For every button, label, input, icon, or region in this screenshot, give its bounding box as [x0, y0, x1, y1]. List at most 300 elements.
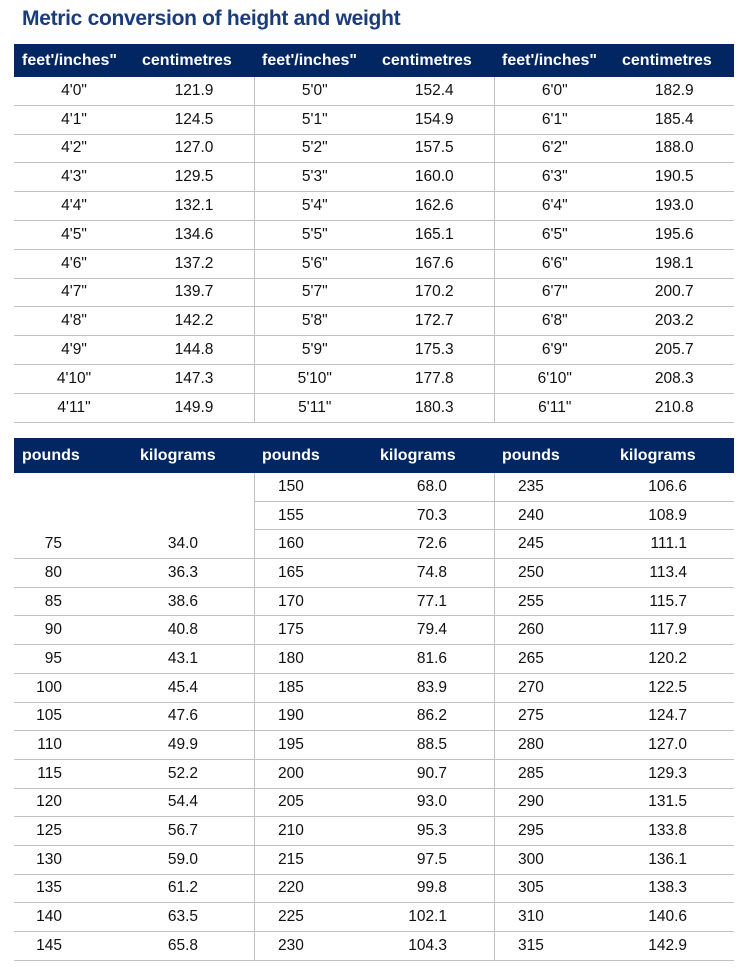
table-row	[14, 336, 734, 365]
table-cell: 127.0	[648, 736, 687, 754]
row-group	[494, 846, 734, 874]
table-cell: 4'0"	[61, 81, 87, 99]
table-cell: 125	[36, 822, 62, 840]
table-cell: 165	[278, 563, 304, 581]
table-cell: 79.4	[416, 621, 447, 639]
table-cell: 177.8	[414, 369, 454, 387]
column-header-pounds: pounds	[22, 446, 80, 464]
table-cell: 130	[36, 850, 62, 868]
table-row	[14, 760, 734, 789]
row-group	[254, 106, 494, 134]
table-cell: 280	[518, 736, 544, 754]
table-row	[14, 473, 734, 502]
height-table-body	[14, 77, 734, 423]
row-group	[14, 163, 254, 191]
column-header-feet-inches: feet'/inches"	[22, 51, 117, 69]
table-row	[14, 221, 734, 250]
table-cell: 315	[518, 936, 544, 954]
row-group	[494, 674, 734, 702]
table-row	[14, 502, 734, 531]
row-group	[254, 875, 494, 903]
table-cell: 4'5"	[61, 225, 87, 243]
table-cell: 65.8	[167, 936, 198, 954]
table-cell: 182.9	[654, 81, 694, 99]
table-cell: 138.3	[648, 879, 687, 897]
row-group	[494, 703, 734, 731]
table-cell: 300	[518, 850, 544, 868]
table-cell: 180	[278, 649, 304, 667]
table-cell: 142.9	[648, 936, 687, 954]
table-row	[14, 394, 734, 423]
table-cell: 43.1	[167, 649, 198, 667]
row-group	[494, 336, 734, 364]
row-group	[254, 789, 494, 817]
table-cell: 99.8	[416, 879, 447, 897]
table-cell: 285	[518, 764, 544, 782]
table-cell: 175	[278, 621, 304, 639]
table-cell: 106.6	[648, 477, 687, 495]
column-header-kilograms: kilograms	[140, 446, 216, 464]
table-cell: 104.3	[408, 936, 447, 954]
row-group	[254, 394, 494, 422]
table-cell: 88.5	[416, 736, 447, 754]
row-group	[254, 250, 494, 278]
height-conversion-table	[14, 44, 734, 423]
row-group	[254, 559, 494, 587]
row-group	[254, 645, 494, 673]
row-group	[494, 616, 734, 644]
table-cell: 175.3	[414, 341, 454, 359]
row-group	[14, 616, 254, 644]
table-cell: 4'9"	[61, 341, 87, 359]
table-cell: 170	[278, 592, 304, 610]
table-cell: 47.6	[167, 707, 198, 725]
table-cell: 6'0"	[541, 81, 568, 99]
row-group	[494, 250, 734, 278]
table-cell: 124.7	[648, 707, 687, 725]
row-group	[254, 846, 494, 874]
row-group	[494, 106, 734, 134]
weight-table-header	[14, 438, 734, 473]
row-group	[254, 135, 494, 163]
table-cell: 295	[518, 822, 544, 840]
table-cell: 260	[518, 621, 544, 639]
row-group	[494, 645, 734, 673]
table-cell: 6'8"	[541, 312, 568, 330]
row-group	[14, 817, 254, 845]
row-group	[254, 731, 494, 759]
table-cell: 133.8	[648, 822, 687, 840]
table-cell: 134.6	[174, 225, 214, 243]
column-header-pounds: pounds	[502, 446, 560, 464]
table-row	[14, 731, 734, 760]
table-row	[14, 703, 734, 732]
table-row	[14, 530, 734, 559]
table-cell: 74.8	[416, 563, 447, 581]
weight-table-body	[14, 473, 734, 961]
table-cell: 154.9	[414, 110, 454, 128]
table-cell: 4'10"	[56, 369, 92, 387]
table-row	[14, 588, 734, 617]
table-row	[14, 250, 734, 279]
row-group	[14, 645, 254, 673]
table-row	[14, 645, 734, 674]
table-cell: 140	[36, 908, 62, 926]
table-cell: 111.1	[650, 535, 687, 553]
row-group	[14, 106, 254, 134]
table-cell: 6'1"	[541, 110, 568, 128]
row-group	[254, 221, 494, 249]
row-group	[14, 135, 254, 163]
row-group	[254, 703, 494, 731]
row-group	[14, 307, 254, 335]
table-cell: 81.6	[416, 649, 447, 667]
table-cell: 80	[44, 563, 62, 581]
page-title: Metric conversion of height and weight	[22, 7, 401, 30]
table-row	[14, 365, 734, 394]
table-cell: 75	[44, 535, 62, 553]
table-cell: 4'7"	[61, 283, 87, 301]
table-cell: 235	[518, 477, 544, 495]
row-group	[494, 394, 734, 422]
table-cell: 165.1	[414, 225, 454, 243]
table-cell: 6'4"	[541, 197, 568, 215]
row-group	[494, 760, 734, 788]
row-group	[14, 588, 254, 616]
row-group	[494, 163, 734, 191]
table-cell: 157.5	[414, 139, 454, 157]
column-header-kilograms: kilograms	[620, 446, 696, 464]
row-group	[494, 135, 734, 163]
table-row	[14, 674, 734, 703]
table-cell: 5'2"	[301, 139, 328, 157]
table-cell: 102.1	[408, 908, 447, 926]
row-group	[254, 279, 494, 307]
table-cell: 135	[36, 879, 62, 897]
table-row	[14, 307, 734, 336]
table-row	[14, 789, 734, 818]
row-group	[254, 588, 494, 616]
table-cell: 144.8	[174, 341, 214, 359]
row-group	[494, 731, 734, 759]
row-group	[254, 530, 494, 558]
table-cell: 5'4"	[301, 197, 328, 215]
table-row	[14, 817, 734, 846]
table-cell: 86.2	[416, 707, 447, 725]
row-group	[14, 875, 254, 903]
table-cell: 290	[518, 793, 544, 811]
row-group	[14, 221, 254, 249]
table-cell: 172.7	[414, 312, 454, 330]
table-cell: 90.7	[416, 764, 447, 782]
table-cell: 121.9	[174, 81, 214, 99]
table-cell: 34.0	[167, 535, 198, 553]
table-cell: 61.2	[167, 879, 198, 897]
table-cell: 140.6	[648, 908, 687, 926]
table-cell: 195	[278, 736, 304, 754]
row-group	[254, 473, 494, 502]
table-cell: 115.7	[649, 592, 687, 610]
table-cell: 132.1	[174, 197, 214, 215]
row-group	[14, 674, 254, 702]
table-cell: 52.2	[167, 764, 198, 782]
row-group	[254, 336, 494, 364]
row-group	[494, 279, 734, 307]
table-cell: 129.3	[648, 764, 687, 782]
table-cell: 4'11"	[57, 398, 91, 416]
row-group	[254, 307, 494, 335]
table-cell: 124.5	[174, 110, 214, 128]
table-cell: 105	[36, 707, 62, 725]
table-cell: 142.2	[174, 312, 214, 330]
table-cell: 129.5	[174, 168, 214, 186]
table-cell: 4'1"	[61, 110, 87, 128]
table-cell: 147.3	[174, 369, 214, 387]
table-cell: 6'7"	[541, 283, 568, 301]
table-cell: 200.7	[654, 283, 694, 301]
table-cell: 185	[278, 678, 304, 696]
table-cell: 203.2	[654, 312, 694, 330]
table-cell: 120	[36, 793, 62, 811]
table-cell: 54.4	[167, 793, 198, 811]
table-cell: 100	[36, 678, 62, 696]
table-row	[14, 192, 734, 221]
row-group	[14, 192, 254, 220]
table-cell: 63.5	[167, 908, 198, 926]
table-cell: 149.9	[174, 398, 214, 416]
table-cell: 4'6"	[61, 254, 87, 272]
row-group	[14, 559, 254, 587]
row-group	[14, 394, 254, 422]
table-cell: 95	[44, 649, 62, 667]
table-row	[14, 135, 734, 164]
table-cell: 185.4	[654, 110, 694, 128]
table-cell: 215	[278, 850, 304, 868]
table-row	[14, 616, 734, 645]
table-cell: 6'3"	[541, 168, 568, 186]
table-cell: 122.5	[648, 678, 687, 696]
table-cell: 95.3	[416, 822, 447, 840]
table-cell: 115	[37, 764, 62, 782]
table-row	[14, 163, 734, 192]
row-group	[14, 903, 254, 931]
table-cell: 4'4"	[61, 197, 87, 215]
row-group	[494, 192, 734, 220]
table-cell: 160	[278, 535, 304, 553]
table-cell: 45.4	[167, 678, 198, 696]
table-cell: 4'3"	[61, 168, 87, 186]
row-group	[14, 530, 254, 558]
table-cell: 265	[518, 649, 544, 667]
row-group	[14, 846, 254, 874]
row-group	[254, 77, 494, 105]
row-group	[254, 903, 494, 931]
table-cell: 152.4	[414, 81, 454, 99]
height-table-header	[14, 44, 734, 77]
row-group	[494, 77, 734, 105]
row-group	[254, 760, 494, 788]
table-cell: 4'8"	[61, 312, 87, 330]
table-cell: 72.6	[416, 535, 447, 553]
table-cell: 5'6"	[301, 254, 328, 272]
row-group	[14, 336, 254, 364]
row-group	[494, 559, 734, 587]
table-cell: 170.2	[414, 283, 454, 301]
table-cell: 240	[518, 506, 544, 524]
table-cell: 160.0	[414, 168, 454, 186]
row-group	[494, 588, 734, 616]
table-cell: 4'2"	[61, 139, 87, 157]
table-cell: 6'2"	[541, 139, 568, 157]
row-group	[494, 817, 734, 845]
table-cell: 210	[278, 822, 304, 840]
table-cell: 305	[518, 879, 544, 897]
row-group	[254, 502, 494, 531]
table-cell: 5'7"	[301, 283, 328, 301]
table-cell: 131.5	[648, 793, 687, 811]
row-group	[254, 365, 494, 393]
table-cell: 310	[518, 908, 544, 926]
table-cell: 250	[518, 563, 544, 581]
table-cell: 85	[44, 592, 62, 610]
table-cell: 70.3	[416, 506, 447, 524]
column-header-pounds: pounds	[262, 446, 320, 464]
row-group	[14, 731, 254, 759]
table-cell: 6'10"	[537, 369, 572, 387]
table-row	[14, 106, 734, 135]
table-cell: 6'5"	[541, 225, 568, 243]
row-group	[14, 250, 254, 278]
table-cell: 127.0	[174, 139, 214, 157]
table-cell: 117.9	[649, 621, 687, 639]
table-cell: 245	[518, 535, 544, 553]
table-cell: 83.9	[416, 678, 447, 696]
table-cell: 205.7	[654, 341, 694, 359]
table-cell: 93.0	[416, 793, 447, 811]
column-header-centimetres: centimetres	[622, 51, 712, 69]
row-group	[254, 163, 494, 191]
table-cell: 90	[44, 621, 62, 639]
column-header-centimetres: centimetres	[382, 51, 472, 69]
row-group	[14, 502, 254, 531]
row-group	[494, 903, 734, 931]
row-group	[494, 932, 734, 960]
row-group	[254, 674, 494, 702]
table-cell: 6'9"	[541, 341, 568, 359]
column-header-kilograms: kilograms	[380, 446, 456, 464]
row-group	[14, 365, 254, 393]
table-cell: 150	[278, 477, 304, 495]
table-cell: 195.6	[654, 225, 694, 243]
table-cell: 68.0	[416, 477, 447, 495]
row-group	[254, 616, 494, 644]
table-cell: 5'11"	[298, 398, 332, 416]
table-row	[14, 559, 734, 588]
table-row	[14, 903, 734, 932]
table-cell: 270	[518, 678, 544, 696]
row-group	[254, 817, 494, 845]
table-cell: 120.2	[648, 649, 687, 667]
table-cell: 110	[37, 736, 62, 754]
table-cell: 5'3"	[301, 168, 328, 186]
column-header-centimetres: centimetres	[142, 51, 232, 69]
table-row	[14, 279, 734, 308]
table-cell: 6'11"	[538, 398, 572, 416]
table-cell: 275	[518, 707, 544, 725]
table-cell: 220	[278, 879, 304, 897]
row-group	[494, 473, 734, 502]
table-cell: 5'10"	[297, 369, 332, 387]
row-group	[14, 473, 254, 502]
row-group	[14, 703, 254, 731]
row-group	[254, 192, 494, 220]
row-group	[14, 279, 254, 307]
row-group	[494, 365, 734, 393]
table-cell: 49.9	[167, 736, 198, 754]
table-cell: 190.5	[654, 168, 694, 186]
table-cell: 40.8	[167, 621, 198, 639]
table-cell: 59.0	[167, 850, 198, 868]
table-cell: 77.1	[416, 592, 447, 610]
row-group	[494, 530, 734, 558]
table-cell: 5'5"	[301, 225, 328, 243]
table-cell: 225	[278, 908, 304, 926]
table-cell: 38.6	[167, 592, 198, 610]
row-group	[494, 221, 734, 249]
table-row	[14, 932, 734, 961]
column-header-feet-inches: feet'/inches"	[502, 51, 597, 69]
table-cell: 139.7	[174, 283, 214, 301]
table-row	[14, 77, 734, 106]
table-cell: 208.3	[654, 369, 694, 387]
table-cell: 113.4	[649, 563, 687, 581]
table-cell: 210.8	[654, 398, 694, 416]
table-cell: 205	[278, 793, 304, 811]
table-cell: 155	[278, 506, 304, 524]
table-cell: 137.2	[174, 254, 214, 272]
table-cell: 193.0	[654, 197, 694, 215]
row-group	[14, 77, 254, 105]
table-cell: 5'8"	[301, 312, 328, 330]
table-cell: 162.6	[414, 197, 454, 215]
table-row	[14, 875, 734, 904]
weight-conversion-table	[14, 438, 734, 961]
table-cell: 198.1	[654, 254, 694, 272]
column-header-feet-inches: feet'/inches"	[262, 51, 357, 69]
table-cell: 108.9	[648, 506, 687, 524]
table-cell: 200	[278, 764, 304, 782]
row-group	[254, 932, 494, 960]
table-cell: 5'1"	[301, 110, 328, 128]
table-cell: 56.7	[167, 822, 198, 840]
table-cell: 5'0"	[301, 81, 328, 99]
table-cell: 97.5	[416, 850, 447, 868]
row-group	[14, 789, 254, 817]
table-cell: 167.6	[414, 254, 454, 272]
table-cell: 190	[278, 707, 304, 725]
row-group	[14, 932, 254, 960]
table-cell: 136.1	[648, 850, 687, 868]
table-cell: 6'6"	[541, 254, 568, 272]
row-group	[494, 502, 734, 531]
row-group	[14, 760, 254, 788]
row-group	[494, 307, 734, 335]
row-group	[494, 875, 734, 903]
table-row	[14, 846, 734, 875]
table-cell: 36.3	[167, 563, 198, 581]
table-cell: 230	[278, 936, 304, 954]
table-cell: 180.3	[414, 398, 454, 416]
